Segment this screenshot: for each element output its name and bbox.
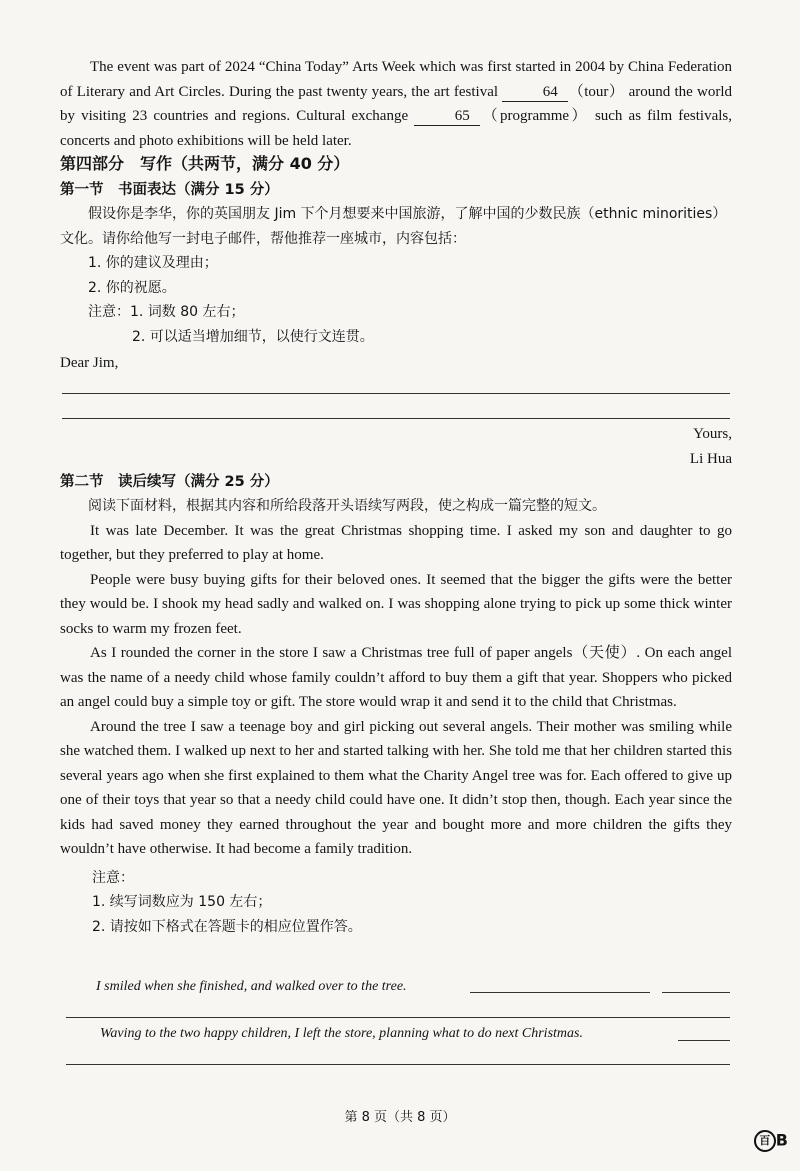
section2-note-1: 1. 续写词数应为 150 左右；	[92, 894, 272, 910]
passage-sentence-1: The event was part of 2024 “China Today” Arts Week which was first started in 2004 by China Federation of Literary and Art Circles. During the past twenty years, the art festival	[60, 59, 732, 100]
starter1-blank-a[interactable]	[470, 992, 650, 993]
corner-mark	[754, 1130, 788, 1152]
passage-paragraph	[60, 55, 732, 153]
passage-sentence-3: such as film festivals, concerts and photo exhibitions will be held later.	[60, 108, 732, 149]
story-paragraph-1: It was late December. It was the great Christmas shopping time. I asked my son and daughter to go together, but they preferred to play at home.	[60, 522, 732, 563]
section2-note-title: 注意：	[92, 869, 134, 886]
page-number: 第 8 页（共 8 页）	[344, 1110, 456, 1125]
hint-65: （programme）	[480, 108, 589, 124]
signature: Li Hua	[689, 450, 732, 467]
passage-ending	[60, 55, 732, 153]
writing-line-1[interactable]	[62, 393, 730, 394]
story-paragraph-4: Around the tree I saw a teenage boy and girl picking out several angels. Their mother was smiling while she watched them. I walked up next to her and started talking with her. She told me that her children started this several years ago when she first explained to them what the Charity Angel tree was for. Each offered to give up one of their toys that year so that a needy child could have one. It didn’t stop then, though. Each year since the kids had saved money they earned throughout the year and bought more and more children the gifts they wouldn’t have otherwise. It had become a family tradition.	[60, 718, 732, 857]
blank-64[interactable]: 64	[502, 83, 568, 102]
section1-title: 第一节 书面表达（满分 15 分）	[60, 182, 279, 198]
hint-64: （tour）	[568, 83, 625, 100]
continuation-line-2[interactable]	[66, 1064, 730, 1065]
corner-letter: B	[775, 1130, 788, 1150]
section1	[60, 178, 732, 376]
section2	[60, 470, 732, 939]
starter1-blank-b[interactable]	[662, 992, 730, 993]
section1-note-2: 2. 可以适当增加细节，以使行文连贯。	[132, 328, 374, 345]
writing-line-2[interactable]	[62, 418, 730, 419]
story-paragraph-2: People were busy buying gifts for their beloved ones. It seemed that the bigger the gifts were the better they would be. I shook my head sadly and walked on. I was shopping alone trying to pick up some thick winter socks to warm my frozen feet.	[60, 571, 732, 637]
section2-title: 第二节 读后续写（满分 25 分）	[60, 474, 279, 490]
part4-title: 第四部分 写作（共两节，满分 40 分）	[60, 154, 350, 173]
blank-65[interactable]: 65	[414, 107, 480, 126]
passage-sentence-2: around the world by visiting 23 countries and regions. Cultural exchange	[60, 83, 732, 124]
section2-note-2: 2. 请按如下格式在答题卡的相应位置作答。	[92, 918, 362, 935]
starter-1: I smiled when she finished, and walked over to the tree.	[96, 979, 407, 994]
section1-prompt: 假设你是李华，你的英国朋友 Jim 下个月想要来中国旅游，了解中国的少数民族（ethnic minorities）文化。请你给他写一封电子邮件，帮他推荐一座城市，内容包括：	[60, 206, 727, 247]
story-paragraph-3: As I rounded the corner in the store I saw a Christmas tree full of paper angels（天使）. On each angel was the name of a needy child whose family couldn’t afford to buy them a gift that year. Shoppers who picked an angel could buy a simple toy or gift. The store would wrap it and send it to the child that Christmas.	[60, 645, 732, 710]
salutation: Dear Jim,	[60, 355, 119, 371]
continuation-line-1[interactable]	[66, 1017, 730, 1018]
section1-point-2: 2. 你的祝愿。	[88, 279, 176, 296]
corner-circle-icon: 百	[754, 1130, 776, 1152]
section2-instruction: 阅读下面材料，根据其内容和所给段落开头语续写两段，使之构成一篇完整的短文。	[88, 498, 606, 514]
section1-point-1: 1. 你的建议及理由；	[88, 255, 218, 271]
section1-note-1: 注意：1. 词数 80 左右；	[88, 304, 245, 320]
starter2-blank[interactable]	[678, 1040, 730, 1041]
starter-2: Waving to the two happy children, I left the store, planning what to do next Christmas.	[100, 1026, 583, 1041]
closing: Yours,	[693, 426, 732, 442]
